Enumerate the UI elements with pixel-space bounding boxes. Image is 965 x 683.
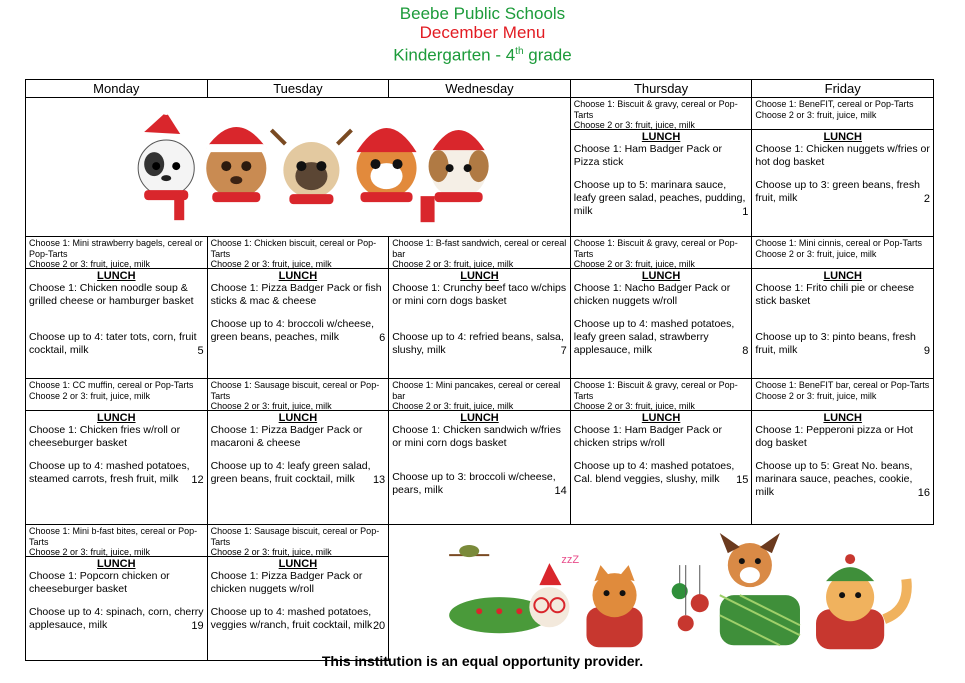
lunch-info: Choose 1: Frito chili pie or cheese stick basket Choose up to 3: pinto beans, fresh fruit, milk (755, 282, 916, 357)
zzz-sign: zzZ (561, 554, 580, 567)
lunch-info: Choose 1: Pepperoni pizza or Hot dog basket Choose up to 5: Great No. beans, marinara sauce, peaches, cookie, milk (755, 424, 913, 499)
breakfast-info: Choose 1: Chicken biscuit, cereal or Pop-Tarts Choose 2 or 3: fruit, juice, milk (208, 237, 389, 269)
puppy-1 (138, 105, 194, 220)
menu-day-2 (752, 98, 934, 237)
day-header-wednesday: Wednesday (389, 80, 571, 98)
breakfast-info: Choose 1: BeneFIT bar, cereal or Pop-Tarts Choose 2 or 3: fruit, juice, milk (752, 379, 933, 411)
menu-day-20 (207, 525, 389, 661)
breakfast-info: Choose 1: Biscuit & gravy, cereal or Pop-Tarts Choose 2 or 3: fruit, juice, milk (571, 379, 752, 411)
lunch-heading: LUNCH (460, 270, 499, 283)
menu-day-13 (207, 379, 389, 525)
menu-day-7 (389, 237, 571, 379)
day-number: 9 (923, 345, 930, 358)
day-number: 15 (736, 474, 749, 487)
menu-day-16 (752, 379, 934, 525)
lunch-heading: LUNCH (97, 270, 136, 283)
puppy-2 (206, 127, 266, 202)
lunch-heading: LUNCH (278, 412, 318, 425)
school-name: Beebe Public Schools (399, 4, 566, 23)
menu-day-5 (26, 237, 208, 379)
day-header-friday: Friday (752, 80, 934, 98)
day-number: 7 (560, 345, 567, 358)
breakfast-info: Choose 1: B-fast sandwich, cereal or cereal bar Choose 2 or 3: fruit, juice, milk (389, 237, 570, 269)
pets-illustration-cell (389, 525, 934, 661)
menu-day-6 (207, 237, 389, 379)
breakfast-info: Choose 1: CC muffin, cereal or Pop-Tarts Choose 2 or 3: fruit, juice, milk (26, 379, 207, 411)
lunch-info: Choose 1: Chicken noodle soup & grilled cheese or hamburger basket Choose up to 4: tater tots, corn, fruit cocktail, milk (29, 282, 197, 357)
day-header-tuesday: Tuesday (207, 80, 389, 98)
day-header-thursday: Thursday (570, 80, 752, 98)
mouse-on-rope (449, 545, 489, 557)
lunch-heading: LUNCH (278, 558, 318, 571)
day-number: 1 (742, 206, 749, 218)
lunch-info: Choose 1: Chicken fries w/roll or cheeseburger basket Choose up to 4: mashed potatoes, steamed carrots, fresh fruit, milk (29, 424, 190, 486)
lunch-info: Choose 1: Crunchy beef taco w/chips or mini corn dogs basket Choose up to 4: refried beans, salsa, slushy, milk (392, 282, 567, 357)
day-number: 16 (917, 487, 930, 500)
menu-title: December Menu (419, 23, 546, 42)
lunch-heading: LUNCH (97, 558, 136, 571)
day-number: 19 (191, 620, 204, 633)
lunch-info: Choose 1: Ham Badger Pack or Pizza stick Choose up to 5: marinara sauce, leafy green salad, peaches, pudding, milk (573, 143, 746, 217)
menu-day-12 (26, 379, 208, 525)
lunch-heading: LUNCH (97, 412, 136, 425)
lunch-info: Choose 1: Ham Badger Pack or chicken strips w/roll Choose up to 4: mashed potatoes, Cal. blend veggies, slushy, milk (573, 424, 735, 486)
puppies-illustration-cell (26, 98, 571, 237)
puppy-5 (421, 130, 489, 222)
lunch-info: Choose 1: Popcorn chicken or cheeseburger basket Choose up to 4: spinach, corn, cherry applesauce, milk (29, 570, 204, 632)
breakfast-info: Choose 1: Mini strawberry bagels, cereal or Pop-Tarts Choose 2 or 3: fruit, juice, milk (26, 237, 207, 269)
menu-day-9 (752, 237, 934, 379)
lunch-info: Choose 1: Pizza Badger Pack or fish sticks & mac & cheese Choose up to 4: broccoli w/cheese, green beans, peaches, milk (210, 282, 382, 344)
day-number: 20 (372, 620, 386, 633)
menu-day-1 (570, 98, 752, 237)
ornaments (672, 565, 709, 631)
lunch-heading: LUNCH (641, 131, 681, 143)
day-number: 2 (923, 193, 930, 205)
day-header-monday: Monday (26, 80, 208, 98)
menu-day-19 (26, 525, 208, 661)
lunch-info: Choose 1: Pizza Badger Pack or macaroni & cheese Choose up to 4: leafy green salad, green beans, fruit cocktail, milk (210, 424, 371, 486)
cat-sleeping (449, 563, 569, 633)
puppy-4 (356, 128, 416, 202)
christmas-pets-sweaters-illustration (389, 525, 933, 655)
menu-day-15 (570, 379, 752, 525)
breakfast-info: Choose 1: Biscuit & gravy, cereal or Pop-Tarts Choose 2 or 3: fruit, juice, milk (571, 237, 752, 269)
lunch-heading: LUNCH (823, 412, 862, 425)
breakfast-info: Choose 1: Biscuit & gravy, cereal or Pop-Tarts Choose 2 or 3: fruit, juice, milk (571, 98, 752, 130)
day-number: 14 (554, 485, 567, 498)
puppy-3 (271, 130, 351, 204)
day-number: 12 (191, 474, 204, 487)
lunch-heading: LUNCH (823, 270, 862, 283)
breakfast-info: Choose 1: Mini b-fast bites, cereal or Pop-Tarts Choose 2 or 3: fruit, juice, milk (26, 525, 207, 557)
lunch-info: Choose 1: Nacho Badger Pack or chicken nuggets w/roll Choose up to 4: mashed potatoes, leafy green salad, strawberry applesauce, milk (573, 282, 735, 357)
lunch-heading: LUNCH (278, 270, 318, 283)
lunch-heading: LUNCH (460, 412, 499, 425)
day-number: 8 (742, 345, 749, 358)
lunch-info: Choose 1: Pizza Badger Pack or chicken nuggets w/roll Choose up to 4: mashed potatoes, veggies w/ranch, fruit cocktail, milk (210, 570, 373, 632)
breakfast-info: Choose 1: Sausage biscuit, cereal or Pop-Tarts Choose 2 or 3: fruit, juice, milk (208, 525, 389, 557)
breakfast-info: Choose 1: Mini pancakes, cereal or cereal bar Choose 2 or 3: fruit, juice, milk (389, 379, 570, 411)
breakfast-info: Choose 1: BeneFIT, cereal or Pop-Tarts Choose 2 or 3: fruit, juice, milk (752, 98, 933, 130)
equal-opportunity-statement: This institution is an equal opportunity provider. (321, 653, 644, 669)
breakfast-info: Choose 1: Mini cinnis, cereal or Pop-Tarts Choose 2 or 3: fruit, juice, milk (752, 237, 933, 269)
lunch-info: Choose 1: Chicken sandwich w/fries or mini corn dogs basket Choose up to 3: broccoli w/cheese, pears, milk (392, 424, 561, 497)
breakfast-info: Choose 1: Sausage biscuit, cereal or Pop-Tarts Choose 2 or 3: fruit, juice, milk (208, 379, 389, 411)
menu-day-8 (570, 237, 752, 379)
menu-calendar (25, 79, 934, 661)
grade-range: Kindergarten - 4th grade (393, 45, 572, 65)
day-number: 13 (372, 474, 386, 487)
lunch-heading: LUNCH (823, 131, 862, 143)
lunch-heading: LUNCH (641, 270, 681, 283)
day-number: 5 (197, 345, 204, 358)
lunch-heading: LUNCH (641, 412, 681, 425)
lunch-info: Choose 1: Chicken nuggets w/fries or hot dog basket Choose up to 3: green beans, fresh fruit, milk (755, 143, 930, 204)
dog-hat (816, 554, 907, 649)
christmas-puppies-illustration (26, 98, 570, 231)
dog-green-sweater (720, 533, 800, 645)
day-number: 6 (379, 332, 386, 345)
cat-orange (587, 565, 643, 647)
menu-day-14 (389, 379, 571, 525)
